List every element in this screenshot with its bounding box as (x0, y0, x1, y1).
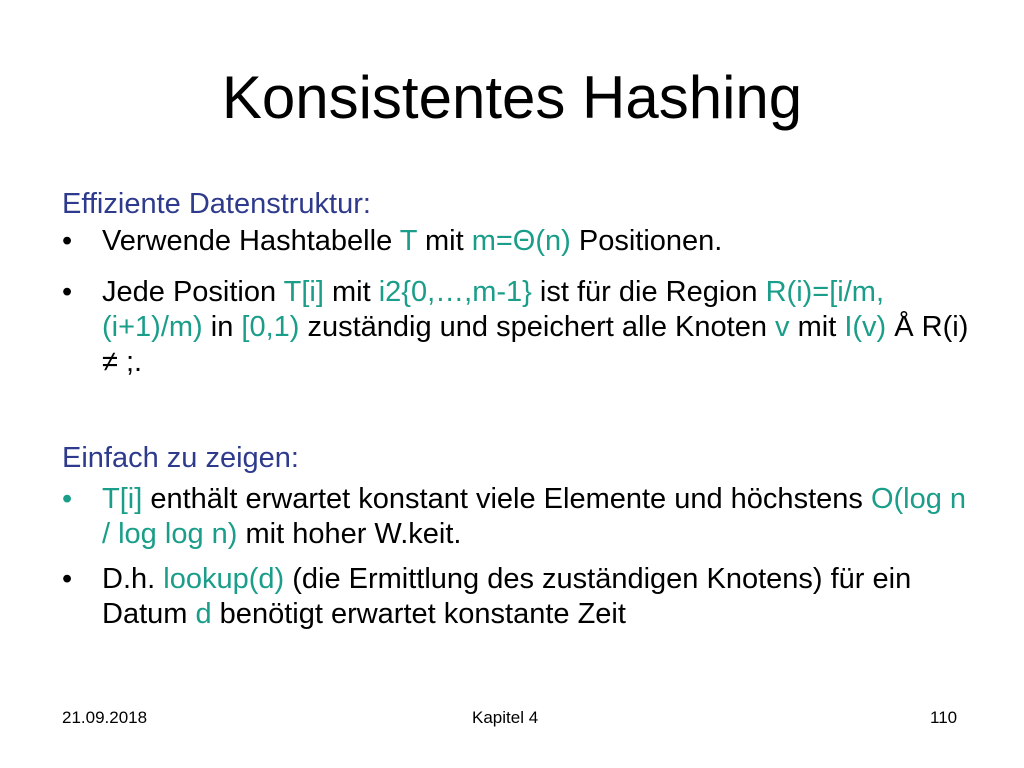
bullet-text: zuständig und speichert alle Knoten (299, 311, 776, 343)
highlight-term: lookup(d) (163, 563, 285, 595)
bullet-mark: • (62, 563, 73, 595)
bullet-text: Å R(i) ≠ ;. (102, 311, 969, 378)
highlight-term: v (775, 311, 790, 343)
bullet-text: benötigt erwartet konstante Zeit (211, 598, 626, 630)
bullet-text: (die Ermittlung des zuständigen Knotens) für ein Datum (102, 563, 912, 630)
bullet-text: enthält erwartet konstant viele Elemente und höchstens (142, 483, 871, 515)
bullet-text: mit (789, 311, 845, 343)
highlight-term: i2{0,…,m-1} (378, 276, 532, 308)
footer-date: 21.09.2018 (62, 708, 148, 727)
bullet-text: D.h. (102, 563, 164, 595)
bullet-position-region (62, 275, 982, 380)
highlight-term: R(i)=[i/m, (i+1)/m) (102, 276, 885, 343)
bullet-text: ist für die Region (531, 276, 766, 308)
bullet-lookup (62, 562, 982, 632)
section-easy-to-show (62, 440, 982, 632)
bullet-hashtable (62, 224, 982, 259)
footer-chapter: Kapitel 4 (472, 708, 539, 727)
bullet-text: Verwende Hashtabelle (102, 225, 400, 257)
footer-page-number: 110 (930, 708, 958, 727)
highlight-term: T[i] (102, 483, 143, 515)
bullet-expected-elements (62, 482, 982, 552)
highlight-term: d (195, 598, 212, 630)
bullet-mark: • (62, 276, 73, 308)
bullet-text: mit hoher W.keit. (237, 518, 462, 550)
section-efficient-structure (62, 186, 982, 380)
highlight-term: T[i] (283, 276, 324, 308)
highlight-term: T (399, 225, 417, 257)
bullet-text: Jede Position (102, 276, 284, 308)
bullet-text: mit (416, 225, 472, 257)
section-heading: Einfach zu zeigen: (62, 442, 299, 474)
bullet-text: Positionen. (570, 225, 723, 257)
highlight-term: O(log n / log log n) (102, 483, 967, 550)
highlight-term: I(v) (844, 311, 887, 343)
highlight-term: m=Θ(n) (471, 225, 571, 257)
bullet-text: mit (323, 276, 379, 308)
highlight-term: [0,1) (241, 311, 300, 343)
bullet-mark: • (62, 225, 73, 257)
section-heading: Effiziente Datenstruktur: (62, 188, 371, 220)
bullet-text: in (202, 311, 242, 343)
bullet-mark: • (62, 483, 73, 515)
slide-title: Konsistentes Hashing (221, 64, 803, 131)
